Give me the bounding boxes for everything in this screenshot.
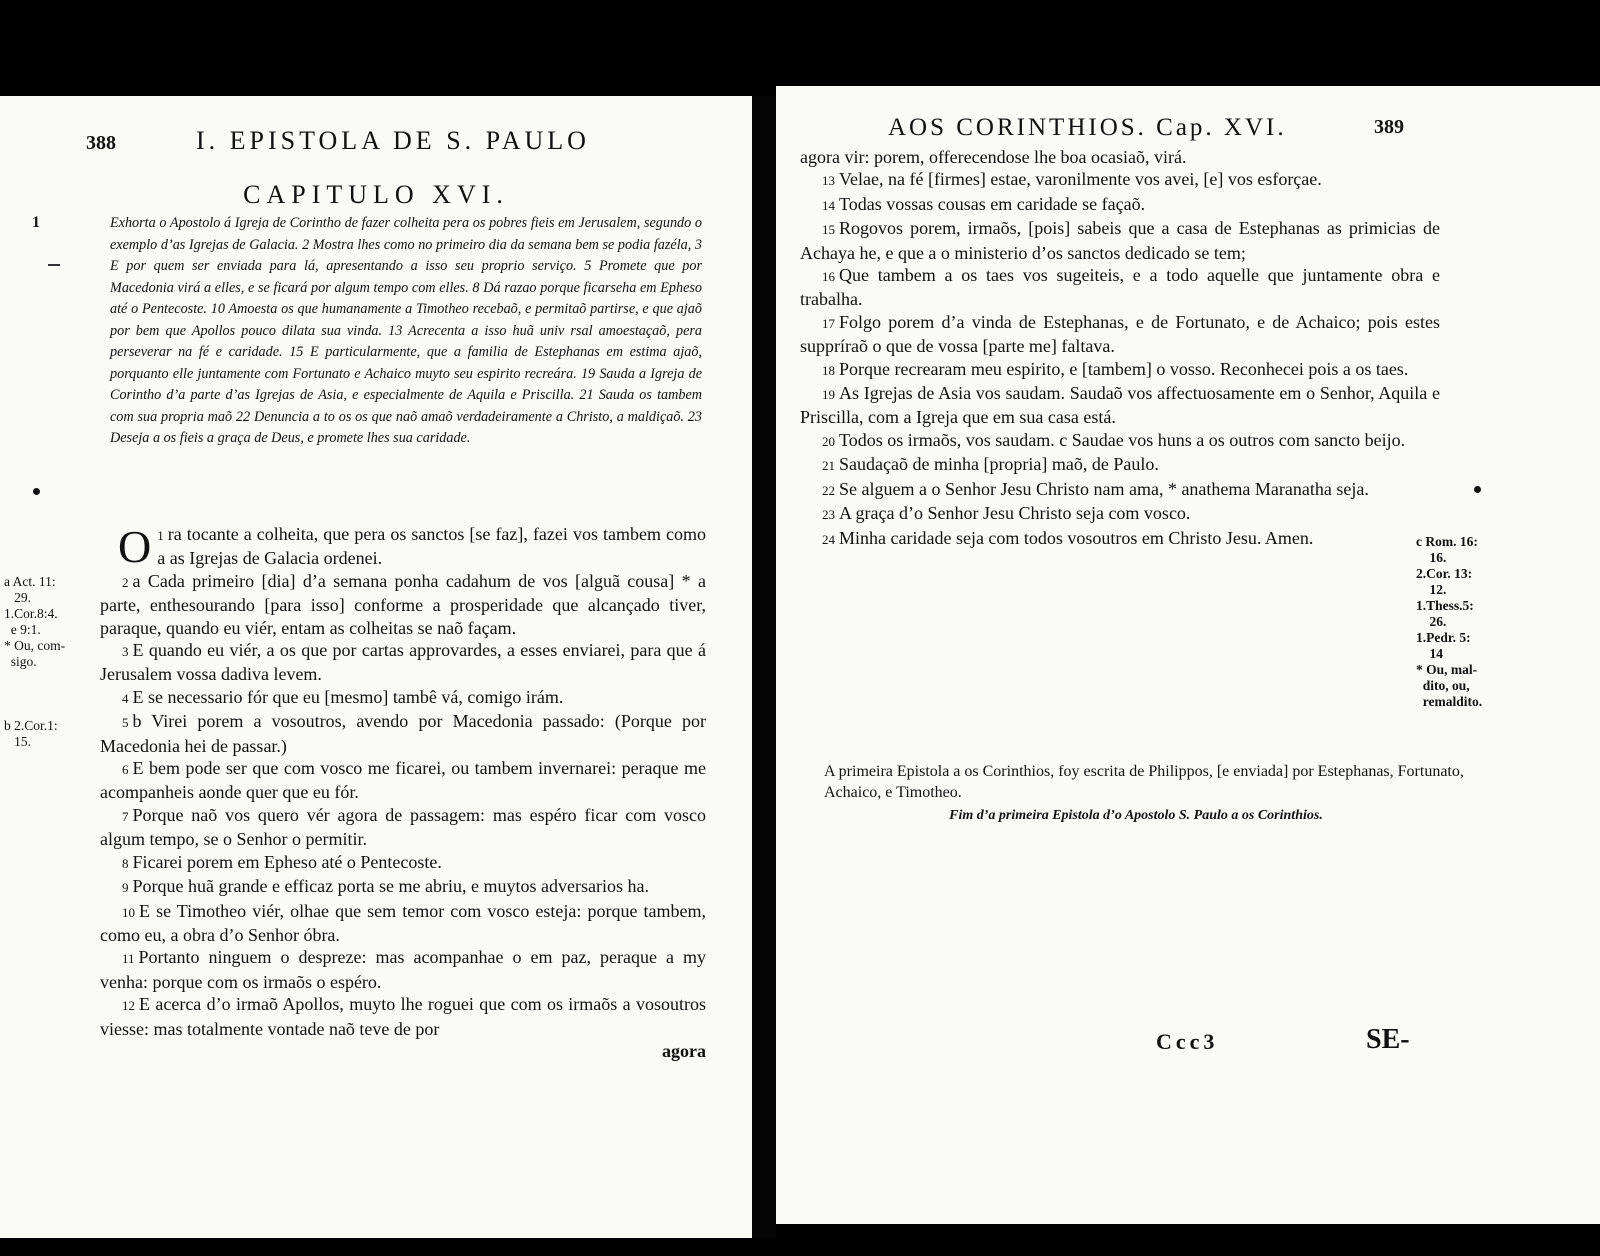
left-body-text bbox=[100, 523, 706, 1062]
verse-number: 1 bbox=[157, 528, 164, 543]
verse-text: Porque huã grande e efficaz porta se me abriu, e muytos adversarios ha. bbox=[132, 876, 649, 897]
verse-number: 4 bbox=[122, 690, 129, 706]
chapter-title: CAPITULO XVI. bbox=[243, 180, 509, 209]
verse bbox=[800, 146, 1440, 168]
verse bbox=[800, 382, 1440, 429]
verse bbox=[800, 168, 1440, 192]
verse bbox=[800, 193, 1440, 217]
verse-text: Porque recrearam meu espirito, e [tambem] o vosso. Reconhecei pois a os taes. bbox=[839, 358, 1409, 379]
verse-text: Que tambem a os taes vos sugeiteis, e a todo aquelle que juntamente obra e trabalha. bbox=[800, 265, 1440, 310]
verse bbox=[800, 527, 1440, 551]
right-page-number: 389 bbox=[1374, 116, 1404, 138]
verse bbox=[800, 478, 1440, 502]
verse-text: As Igrejas de Asia vos saudam. Saudaõ vos affectuosamente em o Senhor, Aquila e Priscilla, com a Igreja que em sua casa está. bbox=[800, 383, 1440, 428]
verse bbox=[100, 804, 706, 851]
verse bbox=[100, 757, 706, 804]
verse-text: Porque naõ vos quero vér agora de passagem: mas espéro ficar com vosco algum tempo, se o Senhor o permitir. bbox=[100, 804, 706, 850]
verse-text: ra tocante a colheita, que pera os sanctos [se faz], fazei vos tambem como a as Igrejas de Galacia ordenei. bbox=[157, 524, 706, 569]
verse-number: 10 bbox=[122, 904, 135, 920]
chapter-summary: Exhorta o Apostolo á Igreja de Corintho de fazer colheita pera os pobres fieis em Jerusalem, segundo o exemplo d’as Igrejas de Galacia. 2 Mostra lhes como no primeiro dia da semana bem se podia fazéla, 3 E por quem ser enviada para lá, apresentando a isso seu proprio serviço. 5 Promete que por Macedonia virá a elles, e se ficará por algum tempo com elles. 8 Dá razao porque ficarseha em Epheso até o Pentecoste. 10 Amoesta os que humanamente a Timotheo recebaõ, e permitaõ partirse, e que ajaõ por bem que Apollos pouco dilata sua vinda. 13 Acrecenta a isso huã univ rsal amoestaçaõ, pera perseverar na fé e caridade. 15 E particularmente, que a familia de Estephanas em estima ajaõ, porquanto elle juntamente com Fortunato e Achaico muyto seu espirito recreára. 19 Sauda a Igreja de Corintho d’a parte d’as Igrejas de Asia, e especialmente de Aquila e Priscilla. 21 Sauda os tambem com sua propria maõ 22 Denuncia a to os os que naõ amaõ verdadeiramente a Christo, a maldiçaõ. 23 Deseja a os fieis a graça de Deus, e promete lhes sua caridade. bbox=[110, 215, 702, 446]
verse-number: 15 bbox=[822, 222, 835, 238]
verse-text: Ficarei porem em Epheso até o Pentecoste. bbox=[132, 851, 442, 872]
verse bbox=[800, 311, 1440, 358]
verse-text: E quando eu viér, a os que por cartas approvardes, a esses enviarei, para que á Jerusalem vossa dadiva levem. bbox=[100, 640, 706, 685]
verse-number: 7 bbox=[122, 808, 129, 824]
right-page bbox=[776, 86, 1600, 1224]
colophon: A primeira Epistola a os Corinthios, foy escrita de Philippos, [e enviada] por Estephanas, Fortunato, Achaico, e Timotheo. bbox=[824, 763, 1464, 801]
verse bbox=[100, 686, 706, 710]
verse-text: Folgo porem d’a vinda de Estephanas, e de Fortunato, e de Achaico; pois estes suppríraõ o que de vossa [parte me] faltava. bbox=[800, 311, 1440, 357]
verse-text: Todas vossas cousas em caridade se façaõ. bbox=[839, 193, 1146, 214]
verse-text: Saudaçaõ de minha [propria] maõ, de Paulo. bbox=[839, 454, 1159, 475]
verse-text: Minha caridade seja com todos vosoutros em Christo Jesu. Amen. bbox=[839, 527, 1314, 548]
verse-text: E acerca d’o irmaõ Apollos, muyto lhe roguei que com os irmaõs a vosoutros viesse: mas totalmente vontade naõ teve de por bbox=[100, 994, 706, 1039]
verse-number: 14 bbox=[822, 197, 835, 213]
verse-text: Se alguem a o Senhor Jesu Christo nam ama, * anathema Maranatha seja. bbox=[839, 478, 1369, 499]
verse-text: Velae, na fé [firmes] estae, varonilmente vos avei, [e] vos esforçae. bbox=[839, 169, 1322, 190]
verse-number: 23 bbox=[822, 507, 835, 523]
left-page-number: 388 bbox=[86, 132, 116, 154]
verse-number: 17 bbox=[822, 315, 835, 331]
verse-text: agora vir: porem, offerecendose lhe boa ocasiaõ, virá. bbox=[800, 147, 1187, 167]
right-margin-notes: c Rom. 16: 16. 2.Cor. 13: 12. 1.Thess.5: 26. 1.Pedr. 5: 14 * Ou, mal- dito, ou, remaldito. bbox=[1416, 534, 1483, 709]
verse bbox=[100, 523, 706, 570]
verse-text: E se necessario fór que eu [mesmo] tambê vá, comigo irám. bbox=[132, 686, 564, 707]
verse bbox=[800, 217, 1440, 264]
right-body-text bbox=[800, 146, 1440, 551]
verse bbox=[100, 710, 706, 757]
verse bbox=[800, 453, 1440, 477]
drop-cap: O bbox=[118, 521, 152, 572]
verse-text: E bem pode ser que com vosco me ficarei, ou tambem invernarei: peraque me acompanheis aonde quer que eu fór. bbox=[100, 758, 706, 803]
right-catchword: SE- bbox=[1366, 1024, 1410, 1055]
verse-number: 2 bbox=[122, 574, 129, 590]
verse bbox=[800, 502, 1440, 526]
verse bbox=[100, 946, 706, 993]
verse bbox=[100, 570, 706, 639]
signature-mark: Ccc3 bbox=[1156, 1029, 1219, 1054]
verse-number: 9 bbox=[122, 880, 129, 896]
verse-number: 12 bbox=[122, 998, 135, 1014]
verse bbox=[100, 875, 706, 899]
verse-number: 16 bbox=[822, 269, 835, 285]
verse-number: 22 bbox=[822, 482, 835, 498]
verse-text: Portanto ninguem o despreze: mas acompanhae o em paz, peraque a my venha: porque com os irmaõs o espéro. bbox=[100, 947, 706, 992]
verse-text: Rogovos porem, irmaõs, [pois] sabeis que a casa de Estephanas as primicias de Achaya he, e que a o ministerio d’os sanctos dedicado se tem; bbox=[800, 218, 1440, 263]
verse bbox=[800, 264, 1440, 311]
book-gutter bbox=[752, 96, 776, 1238]
verse-text: Todos os irmaõs, vos saudam. c Saudae vos huns a os outros com sancto beijo. bbox=[839, 429, 1406, 450]
verse bbox=[100, 851, 706, 875]
left-running-head: I. EPISTOLA DE S. PAULO bbox=[196, 126, 590, 155]
verse-text: A graça d’o Senhor Jesu Christo seja com vosco. bbox=[839, 503, 1191, 524]
margin-dot bbox=[1474, 486, 1481, 493]
verse-number: 13 bbox=[822, 173, 835, 189]
verse-number: 24 bbox=[822, 531, 835, 547]
verse bbox=[100, 993, 706, 1040]
margin-dot bbox=[33, 488, 40, 495]
verse-text: a Cada primeiro [dia] d’a semana ponha cadahum de vos [alguã cousa] * a parte, enthesourando [para isso] conforme a prosperidade que alcançado tiver, paraque, quando eu viér, entam as colheitas se naõ façam. bbox=[100, 570, 706, 638]
verse bbox=[100, 900, 706, 947]
verse-number: 18 bbox=[822, 362, 835, 378]
end-note: Fim d’a primeira Epistola d’o Apostolo S. Paulo a os Corinthios. bbox=[949, 808, 1323, 823]
catchword: agora bbox=[662, 1040, 706, 1061]
verse bbox=[800, 429, 1440, 453]
verse-number: 20 bbox=[822, 433, 835, 449]
right-running-head: AOS CORINTHIOS. Cap. XVI. bbox=[888, 114, 1287, 141]
verse bbox=[100, 639, 706, 686]
verse bbox=[800, 358, 1440, 382]
verse-number: 5 bbox=[122, 715, 129, 731]
verse-number: 11 bbox=[122, 951, 135, 967]
left-margin-notes: a Act. 11: 29. 1.Cor.8:4. e 9:1. * Ou, com- sigo. b 2.Cor.1: 15. bbox=[4, 574, 66, 749]
verse-number: 21 bbox=[822, 458, 835, 474]
verse-text: b Virei porem a vosoutros, avendo por Macedonia passado: (Porque por Macedonia hei de passar.) bbox=[100, 711, 706, 756]
verse-number: 19 bbox=[822, 387, 835, 403]
verse-text: E se Timotheo viér, olhae que sem temor com vosco esteja: porque tambem, como eu, a obra d’o Senhor óbra. bbox=[100, 900, 706, 945]
left-page bbox=[0, 96, 752, 1238]
verse-number: 8 bbox=[122, 855, 129, 871]
verse-number: 6 bbox=[122, 762, 129, 778]
margin-dash bbox=[48, 264, 60, 266]
verse-number: 3 bbox=[122, 644, 129, 660]
summary-marker: 1 bbox=[32, 214, 40, 231]
